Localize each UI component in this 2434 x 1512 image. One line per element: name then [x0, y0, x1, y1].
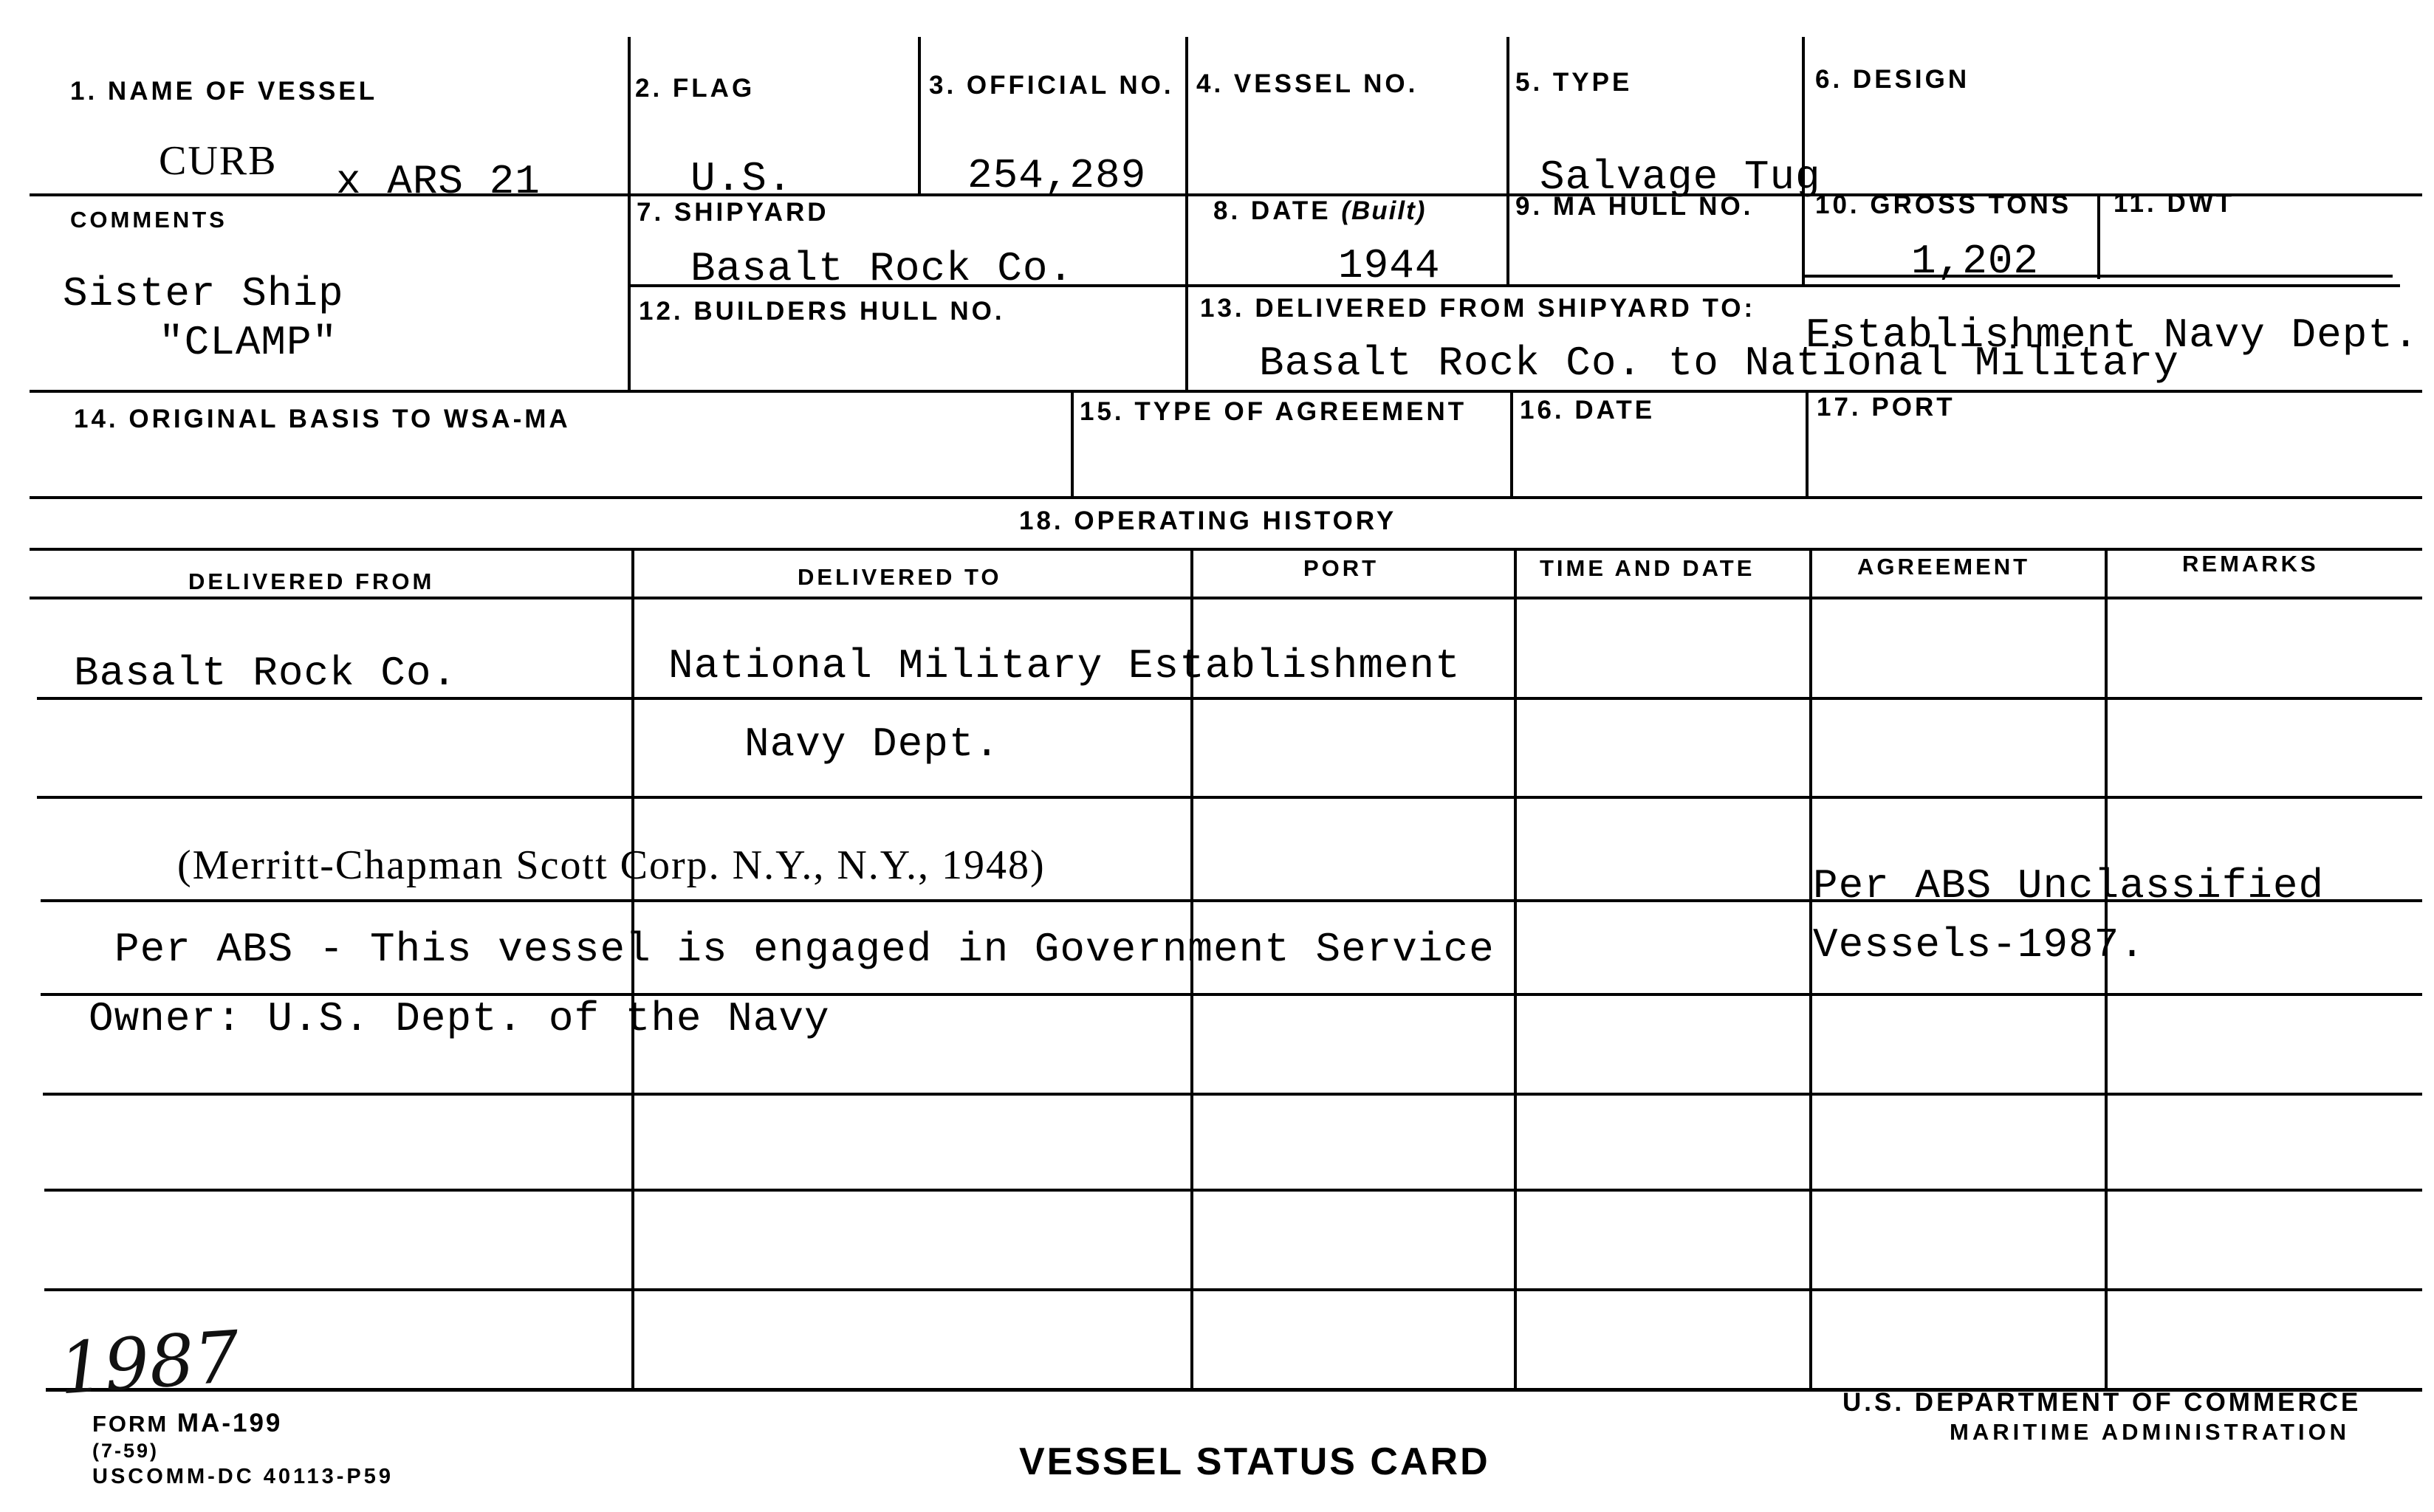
ma-hull-no-label: 9. MA HULL NO.: [1515, 192, 1754, 221]
gross-tons-value: 1,202: [1911, 238, 2040, 285]
flag-value: U.S.: [690, 155, 793, 202]
column-header-delivered-to: DELIVERED TO: [798, 564, 1002, 590]
shipyard-value: Basalt Rock Co.: [690, 245, 1074, 292]
column-header-delivered-from: DELIVERED FROM: [188, 568, 435, 594]
gross-tons-label: 10. GROSS TONS: [1815, 190, 2072, 219]
remark-line-1: Per ABS Unclassified: [1813, 862, 2325, 910]
rule: [37, 796, 2422, 799]
delivered-from-shipyard-label: 13. DELIVERED FROM SHIPYARD TO:: [1200, 294, 1756, 323]
design-label: 6. DESIGN: [1815, 65, 1970, 94]
history-delivered-from: Basalt Rock Co.: [74, 650, 458, 697]
date-built-label: [1213, 196, 1426, 226]
rule: [2105, 548, 2108, 1389]
card-title: VESSEL STATUS CARD: [1019, 1440, 1490, 1483]
rule: [30, 597, 2422, 599]
column-header-agreement: AGREEMENT: [1857, 554, 2031, 580]
comments-line-2: "CLAMP": [159, 319, 338, 366]
builders-hull-no-label: 12. BUILDERS HULL NO.: [639, 297, 1005, 326]
flag-label: 2. FLAG: [635, 74, 755, 103]
operating-history-title: 18. OPERATING HISTORY: [1019, 506, 1397, 535]
built-qualifier: (Built): [1341, 196, 1427, 225]
form-prefix: FORM: [92, 1411, 169, 1437]
type-of-agreement-label: 15. TYPE OF AGREEMENT: [1080, 397, 1467, 426]
vessel-no-label: 4. VESSEL NO.: [1196, 69, 1419, 98]
rule: [37, 697, 2422, 700]
handwritten-year: 1987: [56, 1315, 242, 1411]
rule: [30, 496, 2422, 499]
rule: [43, 1093, 2422, 1096]
column-header-remarks: REMARKS: [2182, 551, 2319, 577]
rule: [1185, 37, 1188, 390]
column-header-time-and-date: TIME AND DATE: [1540, 555, 1755, 581]
history-note-abs: Per ABS - This vessel is engaged in Government Service: [114, 926, 1495, 973]
remark-line-2: Vessels-1987.: [1813, 921, 2145, 969]
date-built-value: 1944: [1338, 242, 1441, 289]
delivered-from-shipyard-line-1: Establishment Navy Dept.: [1806, 312, 2419, 359]
column-header-port: PORT: [1303, 555, 1379, 581]
administration-name: MARITIME ADMINISTRATION: [1950, 1419, 2351, 1445]
rule: [628, 37, 631, 393]
rule: [30, 390, 2422, 393]
form-number-value: MA-199: [176, 1409, 283, 1437]
rule: [1514, 548, 1517, 1389]
type-value: Salvage Tug: [1540, 154, 1821, 201]
port-17-label: 17. PORT: [1817, 393, 1955, 422]
printer-code: USCOMM-DC 40113-P59: [92, 1465, 394, 1488]
rule: [44, 1189, 2422, 1192]
comments-line-1: Sister Ship: [63, 270, 344, 317]
rule: [1510, 390, 1513, 496]
date-16-label: 16. DATE: [1520, 396, 1656, 425]
dwt-label: 11. DWT: [2114, 189, 2235, 218]
rule: [2097, 193, 2100, 279]
official-no-label: 3. OFFICIAL NO.: [929, 71, 1174, 100]
history-delivered-to-line-1: National Military Establishment: [668, 642, 1461, 690]
delivered-from-shipyard-line-2: Basalt Rock Co. to National Military: [1259, 340, 2179, 387]
comments-label: COMMENTS: [70, 207, 227, 233]
shipyard-label: 7. SHIPYARD: [637, 198, 829, 227]
rule: [918, 37, 921, 193]
rule: [1806, 390, 1809, 496]
vessel-name-value: CURB: [159, 138, 278, 184]
rule: [1809, 548, 1812, 1389]
type-label: 5. TYPE: [1515, 68, 1633, 97]
history-note-owner: Owner: U.S. Dept. of the Navy: [89, 995, 830, 1042]
form-number: [92, 1409, 282, 1438]
rule: [1071, 390, 1074, 496]
form-date: (7-59): [92, 1440, 160, 1462]
department-name: U.S. DEPARTMENT OF COMMERCE: [1842, 1388, 2362, 1417]
date-label-text: 8. DATE: [1213, 196, 1331, 225]
history-note-merritt: (Merritt-Chapman Scott Corp. N.Y., N.Y., 1948): [177, 842, 1046, 888]
official-no-value: 254,289: [967, 152, 1147, 199]
name-of-vessel-label: 1. NAME OF VESSEL: [70, 77, 378, 106]
former-designation-value: x ARS 21: [336, 158, 541, 205]
original-basis-label: 14. ORIGINAL BASIS TO WSA-MA: [74, 405, 571, 433]
rule: [30, 548, 2422, 551]
history-delivered-to-line-2: Navy Dept.: [744, 721, 1001, 768]
rule: [44, 1288, 2422, 1291]
rule: [1506, 37, 1509, 286]
